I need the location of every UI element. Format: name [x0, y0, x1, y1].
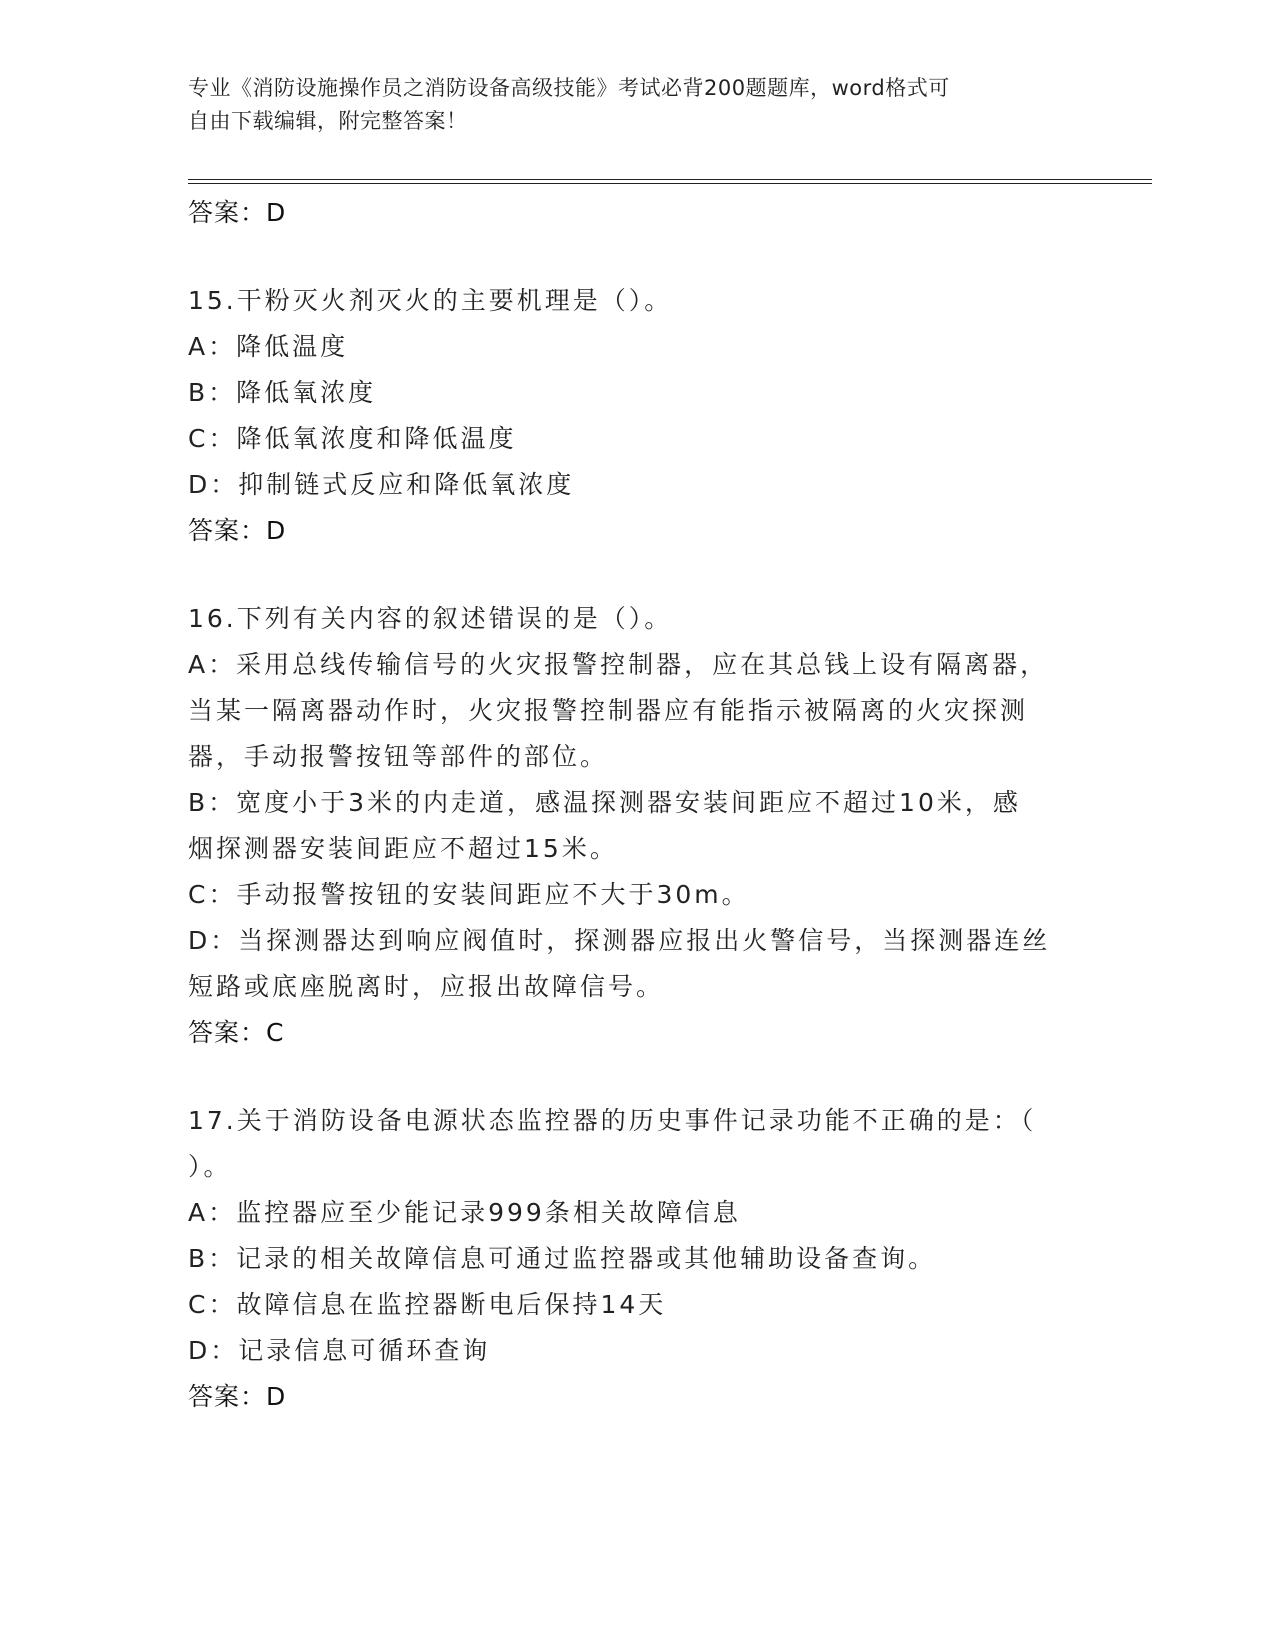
question-stem — [188, 1098, 1078, 1190]
option-d — [188, 462, 1078, 508]
question-stem-line: 16.下列有关内容的叙述错误的是（）。 — [188, 604, 673, 633]
question-stem — [188, 278, 1078, 324]
answer: 答案：D — [188, 516, 287, 545]
option-line: D：记录信息可循环查询 — [188, 1336, 491, 1365]
question-list — [188, 190, 1078, 1420]
option-line: 短路或底座脱离时，应报出故障信号。 — [188, 972, 665, 1001]
option-b — [188, 780, 1078, 872]
option-c — [188, 416, 1078, 462]
question-stem-line: 15.干粉灭火剂灭火的主要机理是（）。 — [188, 286, 673, 315]
option-line: B：降低氧浓度 — [188, 378, 377, 407]
option-line: B：记录的相关故障信息可通过监控器或其他辅助设备查询。 — [188, 1244, 937, 1273]
option-line: C：故障信息在监控器断电后保持14天 — [188, 1290, 667, 1319]
option-line: 当某一隔离器动作时，火灾报警控制器应有能指示被隔离的火灾探测 — [188, 696, 1029, 725]
option-a — [188, 1190, 1078, 1236]
option-b — [188, 1236, 1078, 1282]
option-line: A：采用总线传输信号的火灾报警控制器，应在其总钱上设有隔离器， — [188, 650, 1049, 679]
header-rule-top — [188, 179, 1152, 180]
option-line: B：宽度小于3米的内走道，感温探测器安装间距应不超过10米，感 — [188, 788, 1021, 817]
option-line: C：降低氧浓度和降低温度 — [188, 424, 517, 453]
answer: 答案：C — [188, 1018, 285, 1047]
answer: 答案：D — [188, 1382, 287, 1411]
option-line: 烟探测器安装间距应不超过15米。 — [188, 834, 618, 863]
document-header — [188, 72, 1068, 138]
header-line-1: 专业《消防设施操作员之消防设备高级技能》考试必背200题题库，word格式可 — [188, 76, 950, 100]
option-b — [188, 370, 1078, 416]
option-line: D：当探测器达到响应阀值时，探测器应报出火警信号，当探测器连丝 — [188, 926, 1051, 955]
question-16 — [188, 596, 1078, 1056]
option-line: A：降低温度 — [188, 332, 349, 361]
option-d — [188, 918, 1078, 1010]
option-c — [188, 872, 1078, 918]
option-line: C：手动报警按钮的安装间距应不大于30m。 — [188, 880, 750, 909]
option-d — [188, 1328, 1078, 1374]
option-a — [188, 642, 1078, 780]
question-stem — [188, 596, 1078, 642]
question-stem-line: 17.关于消防设备电源状态监控器的历史事件记录功能不正确的是：（ — [188, 1106, 1037, 1135]
previous-answer: 答案：D — [188, 198, 287, 227]
question-stem-line: ）。 — [188, 1152, 232, 1181]
option-line: 器，手动报警按钮等部件的部位。 — [188, 742, 609, 771]
header-rule-bottom — [188, 183, 1152, 184]
option-a — [188, 324, 1078, 370]
option-line: D：抑制链式反应和降低氧浓度 — [188, 470, 575, 499]
question-15 — [188, 278, 1078, 554]
question-17 — [188, 1098, 1078, 1420]
header-line-2: 自由下载编辑，附完整答案！ — [188, 109, 468, 133]
option-c — [188, 1282, 1078, 1328]
option-line: A：监控器应至少能记录999条相关故障信息 — [188, 1198, 741, 1227]
